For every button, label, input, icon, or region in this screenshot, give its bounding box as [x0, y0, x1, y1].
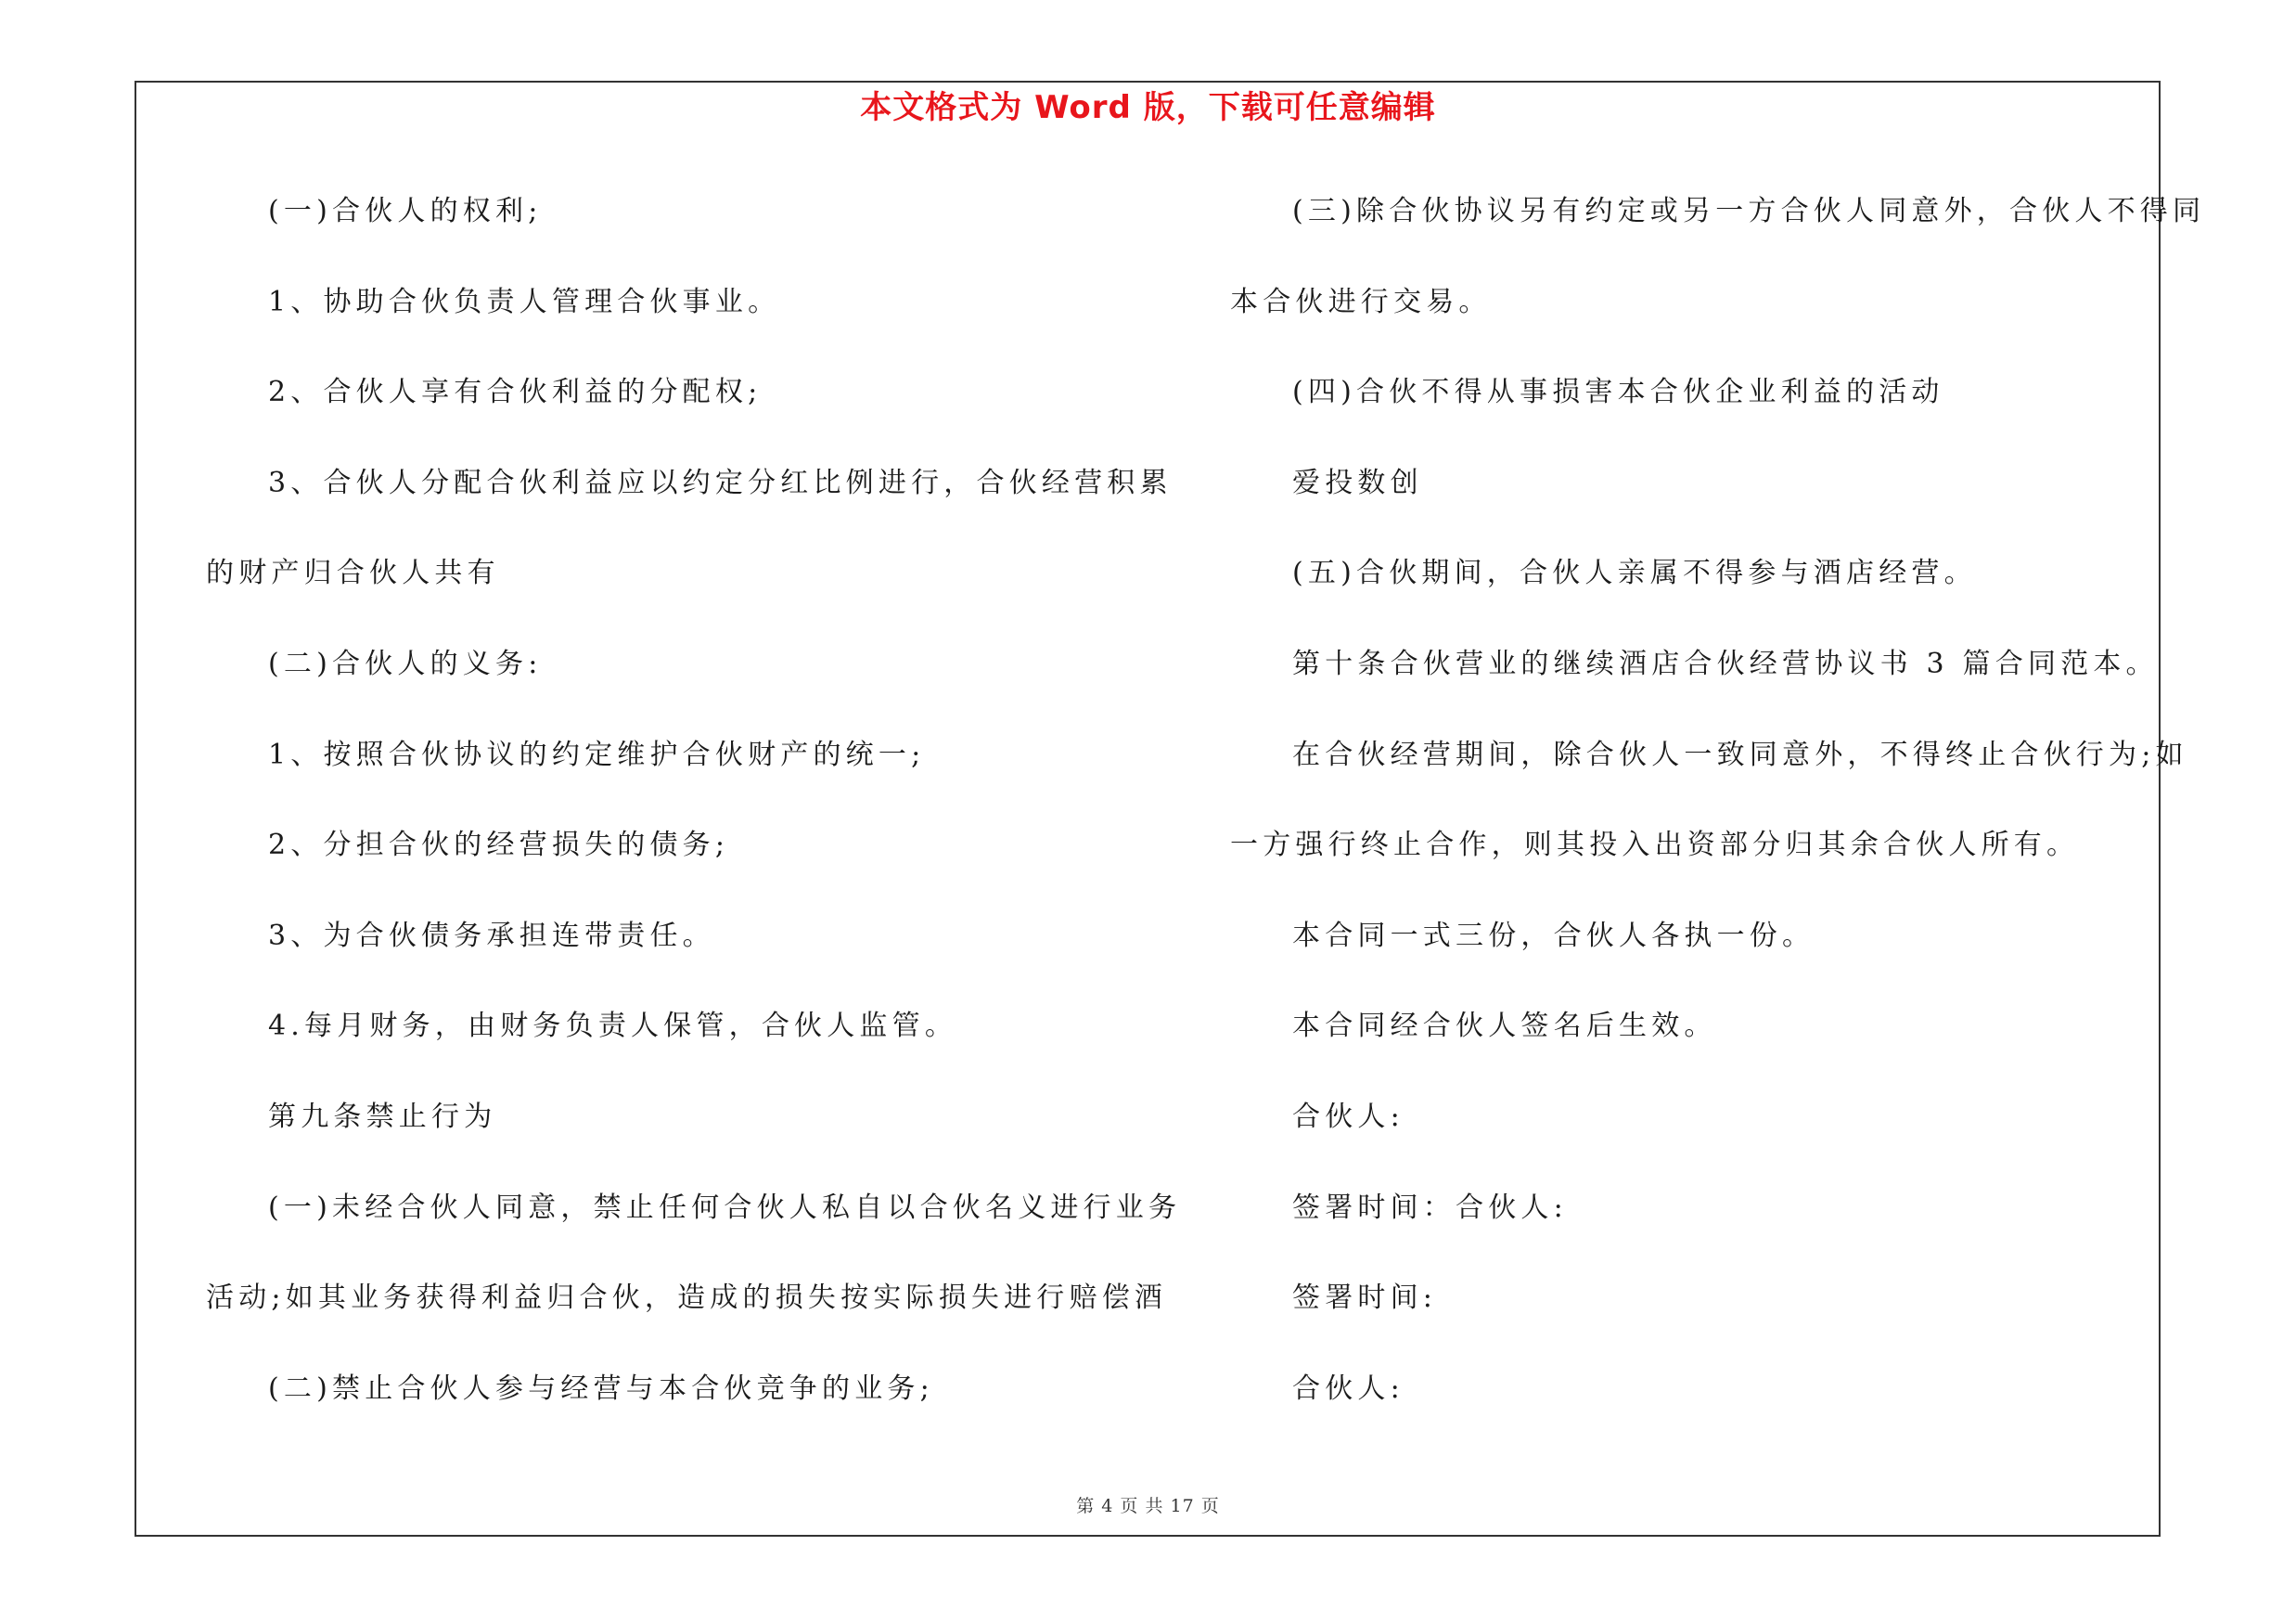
text-line: 1、协助合伙负责人管理合伙事业。 — [268, 285, 781, 318]
text-line: (一)合伙人的权利; — [268, 195, 543, 227]
text-line: 本合同一式三份，合伙人各执一份。 — [1292, 919, 1815, 952]
text-line: (二)合伙人的义务: — [268, 647, 543, 680]
format-banner: 本文格式为 Word 版，下载可任意编辑 — [860, 89, 1436, 126]
text-line: 签署时间：合伙人: — [1292, 1191, 1568, 1224]
text-line: 签署时间: — [1292, 1282, 1438, 1315]
right-column — [1230, 184, 2206, 1451]
text-line: 3、为合伙债务承担连带责任。 — [268, 919, 715, 952]
text-line: 2、分担合伙的经营损失的债务; — [268, 829, 730, 862]
text-line: 3、合伙人分配合伙利益应以约定分红比例进行，合伙经营积累 — [268, 466, 1173, 499]
text-line: 本合同经合伙人签名后生效。 — [1292, 1010, 1717, 1043]
text-line: 的财产归合伙人共有 — [206, 557, 500, 590]
text-line: 一方强行终止合作，则其投入出资部分归其余合伙人所有。 — [1230, 829, 2080, 862]
text-line: 合伙人: — [1292, 1372, 1405, 1405]
text-line: 爱投数创 — [1292, 466, 1423, 499]
text-line: 本合伙进行交易。 — [1230, 285, 1492, 318]
text-line: 第十条合伙营业的继续酒店合伙经营协议书 3 篇合同范本。 — [1292, 647, 2159, 680]
text-line: 第九条禁止行为 — [268, 1100, 497, 1133]
text-line: (四)合伙不得从事损害本合伙企业利益的活动 — [1292, 376, 1944, 409]
text-line: 2、合伙人享有合伙利益的分配权; — [268, 376, 763, 409]
text-line: (三)除合伙协议另有约定或另一方合伙人同意外，合伙人不得同 — [1292, 195, 2206, 227]
text-line: (一)未经合伙人同意，禁止任何合伙人私自以合伙名义进行业务 — [268, 1191, 1182, 1224]
text-line: 4.每月财务，由财务负责人保管，合伙人监管。 — [268, 1010, 958, 1043]
text-line: 1、按照合伙协议的约定维护合伙财产的统一; — [268, 738, 926, 771]
text-line: (二)禁止合伙人参与经营与本合伙竞争的业务; — [268, 1372, 934, 1405]
page-number-footer: 第 4 页 共 17 页 — [1076, 1496, 1220, 1516]
text-line: 在合伙经营期间，除合伙人一致同意外，不得终止合伙行为;如 — [1292, 738, 2188, 771]
left-column — [206, 184, 1182, 1451]
text-line: (五)合伙期间，合伙人亲属不得参与酒店经营。 — [1292, 557, 1977, 590]
text-line: 活动;如其业务获得利益归合伙，造成的损失按实际损失进行赔偿酒 — [206, 1282, 1168, 1315]
text-line: 合伙人: — [1292, 1100, 1405, 1133]
